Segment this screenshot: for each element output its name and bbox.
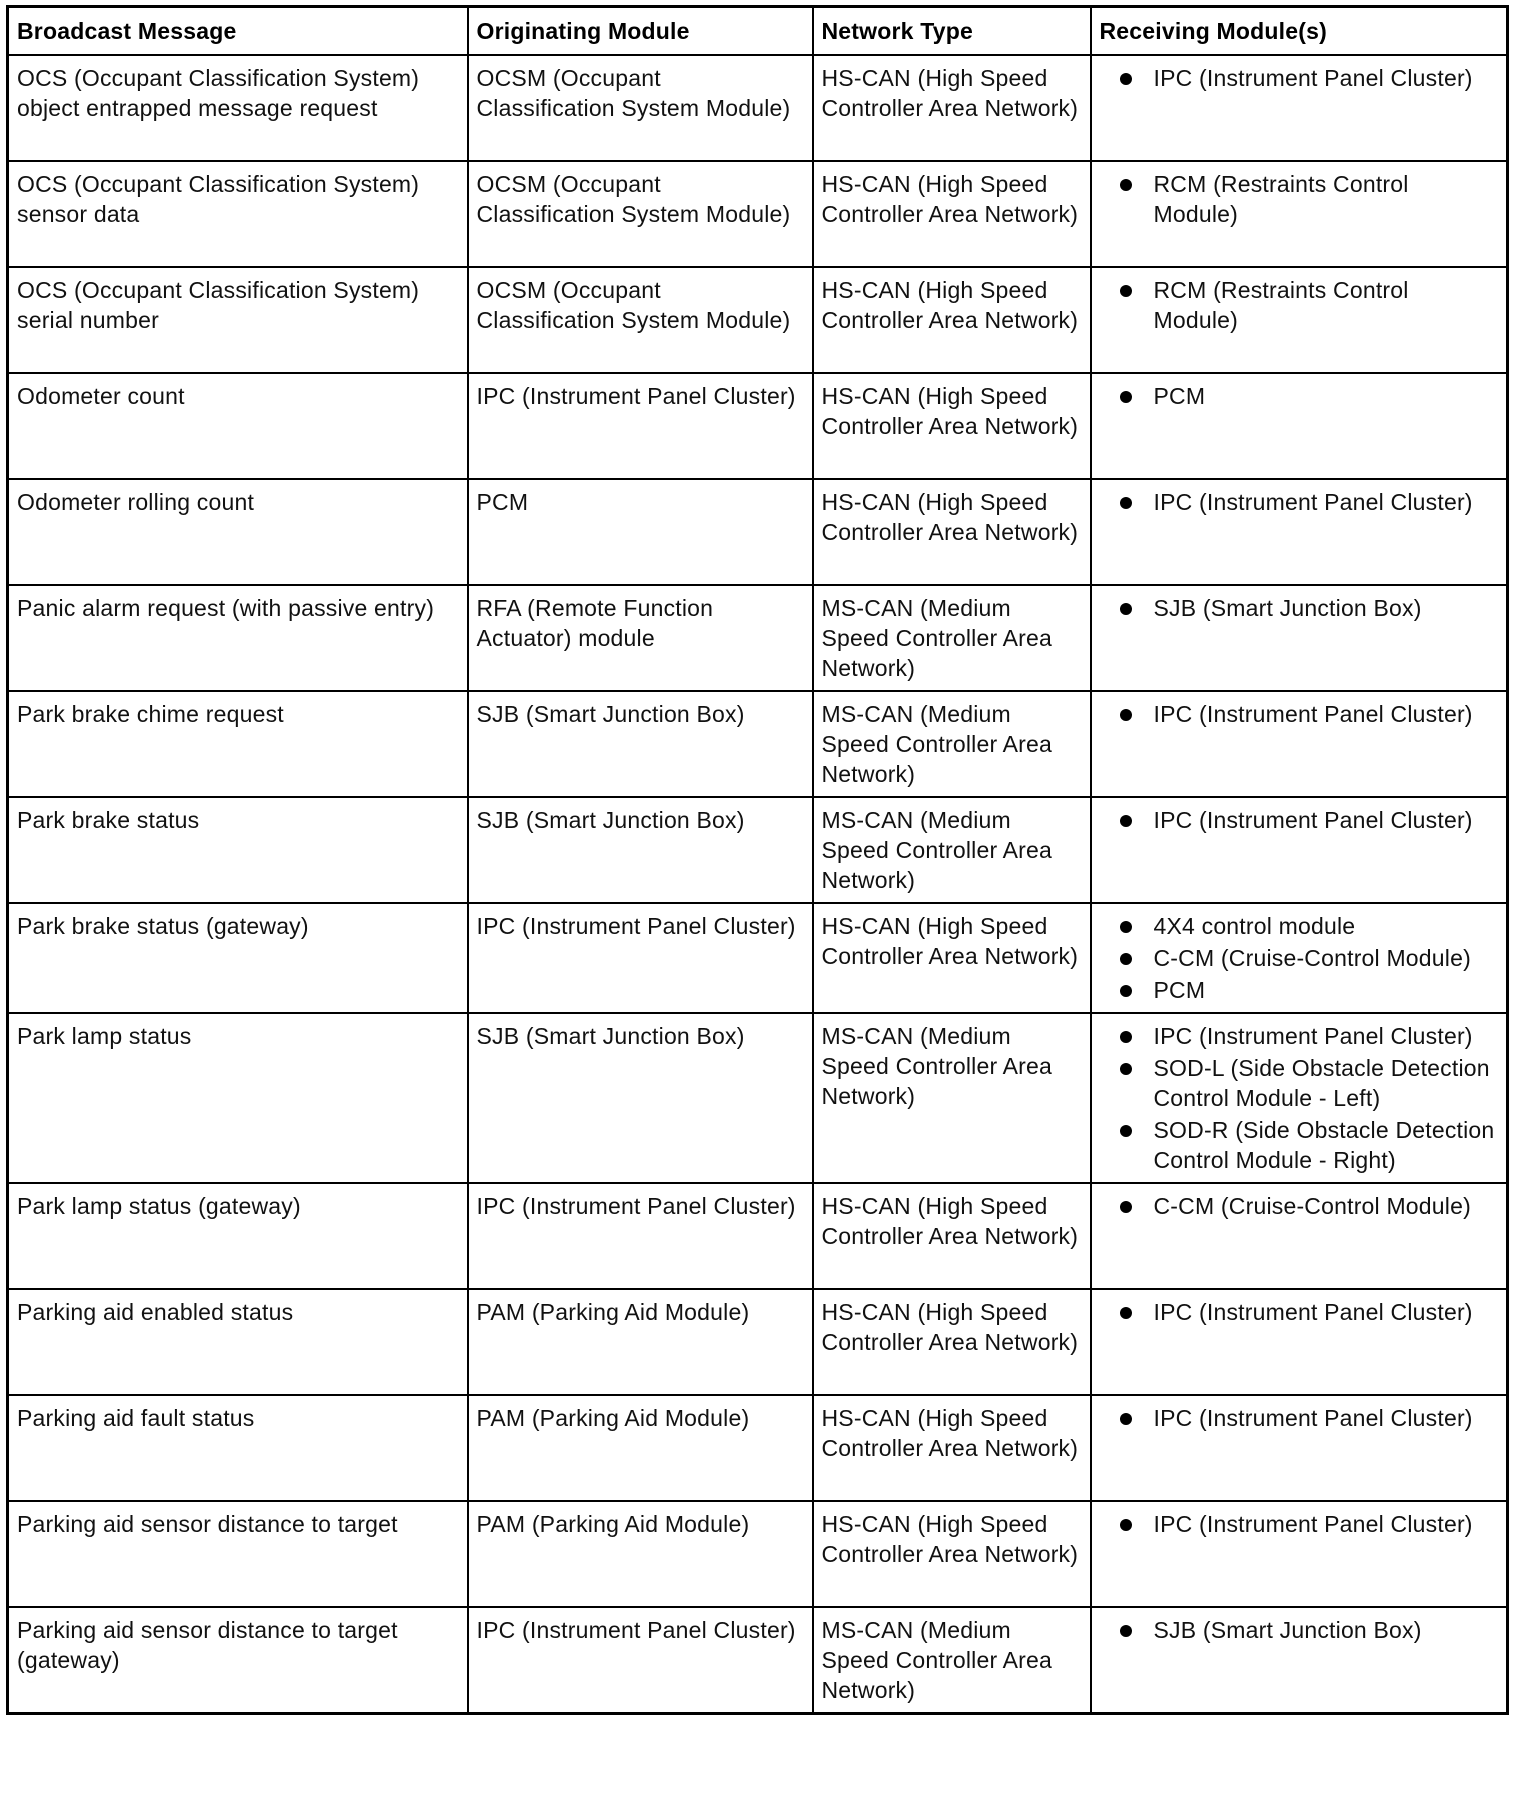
receiver-list (1100, 1509, 1499, 1539)
receiver-list-item (1100, 911, 1499, 941)
bullet-icon (1120, 921, 1132, 933)
receiver-list (1100, 1615, 1499, 1645)
bullet-icon (1120, 953, 1132, 965)
cell-broadcast-message: OCS (Occupant Classification System) sensor data (8, 161, 468, 267)
cell-network-type: HS-CAN (High Speed Controller Area Network) (813, 903, 1091, 1013)
cell-receiving-modules (1091, 267, 1508, 373)
receiver-label: IPC (Instrument Panel Cluster) (1153, 1023, 1473, 1049)
bullet-icon (1120, 1307, 1132, 1319)
receiver-list (1100, 1403, 1499, 1433)
cell-receiving-modules (1091, 161, 1508, 267)
cell-originating-module: OCSM (Occupant Classification System Module) (468, 161, 813, 267)
receiver-list (1100, 1297, 1499, 1327)
cell-broadcast-message: Park lamp status (8, 1013, 468, 1183)
cell-originating-module: IPC (Instrument Panel Cluster) (468, 1607, 813, 1713)
header-receiving-modules: Receiving Module(s) (1091, 7, 1508, 56)
cell-broadcast-message: Odometer rolling count (8, 479, 468, 585)
receiver-list-item (1100, 805, 1499, 835)
cell-originating-module: SJB (Smart Junction Box) (468, 691, 813, 797)
cell-broadcast-message: OCS (Occupant Classification System) object entrapped message request (8, 55, 468, 161)
bullet-icon (1120, 985, 1132, 997)
bullet-icon (1120, 1063, 1132, 1075)
receiver-label: IPC (Instrument Panel Cluster) (1153, 807, 1473, 833)
cell-network-type: HS-CAN (High Speed Controller Area Network) (813, 479, 1091, 585)
cell-receiving-modules (1091, 797, 1508, 903)
table-row (8, 1395, 1508, 1501)
header-row (8, 7, 1508, 56)
table-row (8, 691, 1508, 797)
receiver-label: IPC (Instrument Panel Cluster) (1153, 1511, 1473, 1537)
receiver-label: SJB (Smart Junction Box) (1153, 1617, 1422, 1643)
receiver-list (1100, 593, 1499, 623)
cell-originating-module: PCM (468, 479, 813, 585)
receiver-list-item (1100, 275, 1499, 335)
table-row (8, 1607, 1508, 1713)
cell-network-type: HS-CAN (High Speed Controller Area Network) (813, 1289, 1091, 1395)
cell-receiving-modules (1091, 691, 1508, 797)
receiver-list-item (1100, 1509, 1499, 1539)
bullet-icon (1120, 709, 1132, 721)
receiver-list-item (1100, 63, 1499, 93)
cell-network-type: MS-CAN (Medium Speed Controller Area Network) (813, 585, 1091, 691)
receiver-label: RCM (Restraints Control Module) (1153, 171, 1409, 227)
bullet-icon (1120, 603, 1132, 615)
receiver-list (1100, 381, 1499, 411)
receiver-list-item (1100, 699, 1499, 729)
cell-originating-module: OCSM (Occupant Classification System Module) (468, 267, 813, 373)
cell-broadcast-message: Odometer count (8, 373, 468, 479)
receiver-list-item (1100, 487, 1499, 517)
receiver-label: IPC (Instrument Panel Cluster) (1153, 701, 1473, 727)
cell-broadcast-message: Parking aid sensor distance to target (8, 1501, 468, 1607)
receiver-list (1100, 169, 1499, 229)
cell-broadcast-message: Park lamp status (gateway) (8, 1183, 468, 1289)
table-row (8, 903, 1508, 1013)
receiver-list (1100, 487, 1499, 517)
receiver-list-item (1100, 943, 1499, 973)
receiver-label: PCM (1153, 383, 1206, 409)
cell-originating-module: PAM (Parking Aid Module) (468, 1501, 813, 1607)
cell-broadcast-message: Parking aid enabled status (8, 1289, 468, 1395)
table-row (8, 479, 1508, 585)
cell-broadcast-message: Parking aid sensor distance to target (gateway) (8, 1607, 468, 1713)
receiver-label: IPC (Instrument Panel Cluster) (1153, 489, 1473, 515)
bullet-icon (1120, 1125, 1132, 1137)
receiver-label: PCM (1153, 977, 1206, 1003)
bullet-icon (1120, 391, 1132, 403)
table-row (8, 161, 1508, 267)
receiver-list (1100, 911, 1499, 1005)
cell-originating-module: PAM (Parking Aid Module) (468, 1395, 813, 1501)
receiver-label: C-CM (Cruise-Control Module) (1153, 945, 1471, 971)
cell-originating-module: IPC (Instrument Panel Cluster) (468, 1183, 813, 1289)
bullet-icon (1120, 497, 1132, 509)
cell-receiving-modules (1091, 1395, 1508, 1501)
receiver-label: 4X4 control module (1153, 913, 1356, 939)
bullet-icon (1120, 1625, 1132, 1637)
bullet-icon (1120, 285, 1132, 297)
broadcast-message-table (6, 5, 1509, 1715)
cell-receiving-modules (1091, 479, 1508, 585)
cell-receiving-modules (1091, 373, 1508, 479)
receiver-list-item (1100, 1191, 1499, 1221)
cell-network-type: MS-CAN (Medium Speed Controller Area Network) (813, 797, 1091, 903)
cell-receiving-modules (1091, 1289, 1508, 1395)
receiver-list-item (1100, 1053, 1499, 1113)
cell-network-type: MS-CAN (Medium Speed Controller Area Network) (813, 1013, 1091, 1183)
table-row (8, 1501, 1508, 1607)
header-broadcast-message: Broadcast Message (8, 7, 468, 56)
cell-receiving-modules (1091, 55, 1508, 161)
cell-originating-module: OCSM (Occupant Classification System Module) (468, 55, 813, 161)
cell-receiving-modules (1091, 585, 1508, 691)
cell-network-type: HS-CAN (High Speed Controller Area Network) (813, 1501, 1091, 1607)
cell-network-type: HS-CAN (High Speed Controller Area Network) (813, 1395, 1091, 1501)
bullet-icon (1120, 815, 1132, 827)
receiver-list (1100, 1191, 1499, 1221)
table-body (8, 55, 1508, 1713)
header-originating-module: Originating Module (468, 7, 813, 56)
cell-originating-module: IPC (Instrument Panel Cluster) (468, 903, 813, 1013)
receiver-list-item (1100, 381, 1499, 411)
cell-receiving-modules (1091, 1013, 1508, 1183)
receiver-list (1100, 63, 1499, 93)
receiver-list (1100, 805, 1499, 835)
receiver-list-item (1100, 1615, 1499, 1645)
cell-broadcast-message: Park brake status (gateway) (8, 903, 468, 1013)
cell-broadcast-message: Parking aid fault status (8, 1395, 468, 1501)
receiver-label: IPC (Instrument Panel Cluster) (1153, 1299, 1473, 1325)
receiver-label: IPC (Instrument Panel Cluster) (1153, 65, 1473, 91)
bullet-icon (1120, 73, 1132, 85)
cell-broadcast-message: Park brake chime request (8, 691, 468, 797)
receiver-label: SOD-L (Side Obstacle Detection Control Module - Left) (1153, 1055, 1490, 1111)
receiver-list-item (1100, 1115, 1499, 1175)
header-network-type: Network Type (813, 7, 1091, 56)
cell-receiving-modules (1091, 1183, 1508, 1289)
receiver-list-item (1100, 975, 1499, 1005)
receiver-list-item (1100, 593, 1499, 623)
cell-originating-module: SJB (Smart Junction Box) (468, 797, 813, 903)
receiver-list (1100, 1021, 1499, 1175)
cell-receiving-modules (1091, 1501, 1508, 1607)
cell-receiving-modules (1091, 903, 1508, 1013)
cell-broadcast-message: OCS (Occupant Classification System) serial number (8, 267, 468, 373)
cell-originating-module: RFA (Remote Function Actuator) module (468, 585, 813, 691)
receiver-label: SJB (Smart Junction Box) (1153, 595, 1422, 621)
cell-network-type: HS-CAN (High Speed Controller Area Network) (813, 267, 1091, 373)
table-row (8, 1289, 1508, 1395)
table-row (8, 1013, 1508, 1183)
cell-originating-module: PAM (Parking Aid Module) (468, 1289, 813, 1395)
cell-network-type: MS-CAN (Medium Speed Controller Area Network) (813, 691, 1091, 797)
cell-originating-module: SJB (Smart Junction Box) (468, 1013, 813, 1183)
receiver-label: SOD-R (Side Obstacle Detection Control Module - Right) (1153, 1117, 1495, 1173)
receiver-list-item (1100, 1021, 1499, 1051)
cell-network-type: HS-CAN (High Speed Controller Area Network) (813, 373, 1091, 479)
cell-network-type: HS-CAN (High Speed Controller Area Network) (813, 1183, 1091, 1289)
bullet-icon (1120, 1519, 1132, 1531)
cell-broadcast-message: Panic alarm request (with passive entry) (8, 585, 468, 691)
table-row (8, 55, 1508, 161)
table-row (8, 267, 1508, 373)
cell-network-type: MS-CAN (Medium Speed Controller Area Network) (813, 1607, 1091, 1713)
cell-network-type: HS-CAN (High Speed Controller Area Network) (813, 55, 1091, 161)
cell-broadcast-message: Park brake status (8, 797, 468, 903)
cell-originating-module: IPC (Instrument Panel Cluster) (468, 373, 813, 479)
bullet-icon (1120, 1413, 1132, 1425)
table-row (8, 797, 1508, 903)
table-row (8, 1183, 1508, 1289)
receiver-list (1100, 699, 1499, 729)
cell-network-type: HS-CAN (High Speed Controller Area Network) (813, 161, 1091, 267)
cell-receiving-modules (1091, 1607, 1508, 1713)
receiver-label: C-CM (Cruise-Control Module) (1153, 1193, 1471, 1219)
receiver-label: RCM (Restraints Control Module) (1153, 277, 1409, 333)
receiver-list-item (1100, 169, 1499, 229)
bullet-icon (1120, 1031, 1132, 1043)
receiver-list-item (1100, 1403, 1499, 1433)
receiver-list (1100, 275, 1499, 335)
bullet-icon (1120, 179, 1132, 191)
table-row (8, 585, 1508, 691)
receiver-list-item (1100, 1297, 1499, 1327)
table-row (8, 373, 1508, 479)
receiver-label: IPC (Instrument Panel Cluster) (1153, 1405, 1473, 1431)
bullet-icon (1120, 1201, 1132, 1213)
